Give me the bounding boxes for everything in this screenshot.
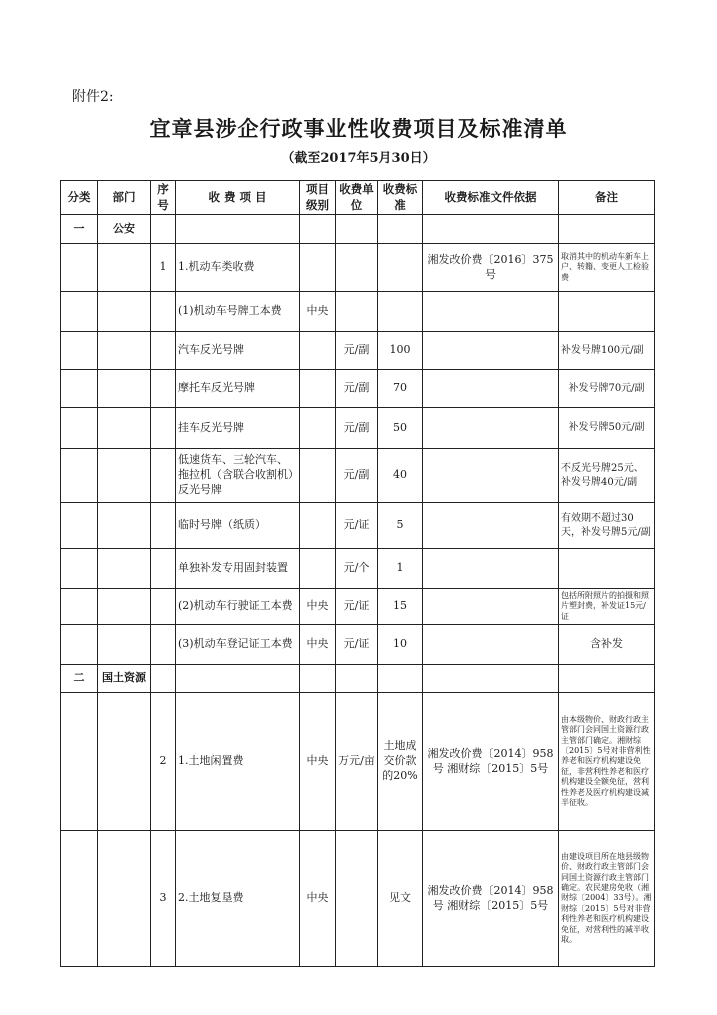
cell-seq — [151, 503, 176, 549]
cell-basis — [423, 449, 559, 503]
cell-basis — [423, 503, 559, 549]
cell-category — [61, 244, 98, 292]
cell-item: 1.土地闲置费 — [176, 693, 300, 831]
cell-standard: 土地成交价款的20% — [378, 693, 423, 831]
table-row — [61, 831, 655, 967]
cell-category — [61, 589, 98, 625]
cell-seq — [151, 292, 176, 332]
cell-unit — [336, 244, 378, 292]
cell-unit: 元/证 — [336, 625, 378, 665]
cell-basis — [423, 408, 559, 449]
cell-unit: 万元/亩 — [336, 693, 378, 831]
cell-seq: 2 — [151, 693, 176, 831]
cell-category — [61, 370, 98, 408]
cell-category — [61, 625, 98, 665]
cell-remark: 由本级物价、财政行政主管部门会同国土资源行政主管部门确定。湘财综〔2015〕5号对非营利性养老和医疗机构建设免征，非营利性养老和医疗机构建设全额免征，营利性养老及医疗机构建设减半征收。 — [559, 693, 655, 831]
cell-standard — [378, 292, 423, 332]
cell-standard: 10 — [378, 625, 423, 665]
cell-item: 摩托车反光号牌 — [176, 370, 300, 408]
cell-level — [300, 549, 336, 589]
cell-seq — [151, 332, 176, 370]
cell-category — [61, 292, 98, 332]
header-seq: 序号 — [151, 181, 176, 215]
cell-unit: 元/副 — [336, 370, 378, 408]
table-row — [61, 503, 655, 549]
cell-department — [98, 449, 151, 503]
cell-item: 2.土地复垦费 — [176, 831, 300, 967]
header-item: 收 费 项 目 — [176, 181, 300, 215]
cell-level — [300, 665, 336, 693]
cell-seq — [151, 549, 176, 589]
cell-department — [98, 625, 151, 665]
cell-level: 中央 — [300, 589, 336, 625]
cell-basis — [423, 589, 559, 625]
cell-remark: 有效期不超过30天，补发号牌5元/副 — [559, 503, 655, 549]
header-category: 分类 — [61, 181, 98, 215]
cell-basis — [423, 332, 559, 370]
table-row — [61, 589, 655, 625]
cell-category: 二 — [61, 665, 98, 693]
table-row — [61, 292, 655, 332]
cell-unit — [336, 215, 378, 244]
cell-basis — [423, 665, 559, 693]
document-title: 宜章县涉企行政事业性收费项目及标准清单 — [149, 116, 568, 141]
cell-unit: 元/证 — [336, 503, 378, 549]
cell-basis — [423, 370, 559, 408]
cell-remark — [559, 549, 655, 589]
cell-unit: 元/副 — [336, 332, 378, 370]
cell-standard: 50 — [378, 408, 423, 449]
cell-category — [61, 503, 98, 549]
cell-unit: 元/副 — [336, 408, 378, 449]
attachment-label: 附件2: — [72, 89, 114, 105]
cell-standard: 15 — [378, 589, 423, 625]
cell-remark: 不反光号牌25元、补发号牌40元/副 — [559, 449, 655, 503]
cell-seq: 3 — [151, 831, 176, 967]
cell-remark: 补发号牌50元/副 — [559, 408, 655, 449]
cell-item: (3)机动车登记证工本费 — [176, 625, 300, 665]
cell-item: 挂车反光号牌 — [176, 408, 300, 449]
cell-remark — [559, 665, 655, 693]
cell-department — [98, 370, 151, 408]
table-row — [61, 370, 655, 408]
cell-level: 中央 — [300, 693, 336, 831]
cell-level: 中央 — [300, 292, 336, 332]
document-subtitle: （截至2017年5月30日） — [281, 151, 436, 166]
cell-category — [61, 332, 98, 370]
cell-remark: 补发号牌100元/副 — [559, 332, 655, 370]
cell-standard — [378, 215, 423, 244]
header-basis: 收费标准文件依据 — [423, 181, 559, 215]
cell-basis — [423, 625, 559, 665]
cell-department: 公安 — [98, 215, 151, 244]
table-row — [61, 244, 655, 292]
cell-unit: 元/个 — [336, 549, 378, 589]
cell-remark: 取消其中的机动车新车上户、转籍、变更人工检验费 — [559, 244, 655, 292]
cell-remark: 含补发 — [559, 625, 655, 665]
cell-unit: 元/副 — [336, 449, 378, 503]
table-row — [61, 408, 655, 449]
cell-level — [300, 503, 336, 549]
cell-department: 国土资源 — [98, 665, 151, 693]
cell-level — [300, 370, 336, 408]
cell-item: 1.机动车类收费 — [176, 244, 300, 292]
cell-basis — [423, 215, 559, 244]
cell-item — [176, 215, 300, 244]
cell-seq — [151, 408, 176, 449]
cell-item: (1)机动车号牌工本费 — [176, 292, 300, 332]
cell-unit — [336, 292, 378, 332]
cell-category — [61, 693, 98, 831]
cell-department — [98, 589, 151, 625]
cell-category — [61, 831, 98, 967]
cell-level: 中央 — [300, 625, 336, 665]
cell-standard: 5 — [378, 503, 423, 549]
cell-remark: 由建设项目所在地县级物价、财政行政主管部门会同国土资源行政主管部门确定。农民建房免收（湘财综〔2004〕33号）。湘财综〔2015〕5号对非营利性养老和医疗机构建设免征，对营利性的减半收取。 — [559, 831, 655, 967]
cell-department — [98, 831, 151, 967]
table-row — [61, 332, 655, 370]
fee-table — [60, 180, 655, 967]
cell-department — [98, 408, 151, 449]
cell-seq — [151, 215, 176, 244]
header-level: 项目级别 — [300, 181, 336, 215]
cell-department — [98, 292, 151, 332]
cell-level — [300, 244, 336, 292]
cell-category: 一 — [61, 215, 98, 244]
cell-unit — [336, 665, 378, 693]
table-row — [61, 449, 655, 503]
cell-seq — [151, 665, 176, 693]
cell-remark: 包括所附照片的拍摄和照片塑封费，补发证15元/证 — [559, 589, 655, 625]
cell-standard: 1 — [378, 549, 423, 589]
cell-level — [300, 332, 336, 370]
table-row — [61, 665, 655, 693]
cell-remark: 补发号牌70元/副 — [559, 370, 655, 408]
header-department: 部门 — [98, 181, 151, 215]
cell-basis — [423, 292, 559, 332]
cell-level — [300, 408, 336, 449]
header-unit: 收费单位 — [336, 181, 378, 215]
table-row — [61, 693, 655, 831]
cell-basis: 湘发改价费〔2016〕375号 — [423, 244, 559, 292]
cell-department — [98, 693, 151, 831]
cell-standard: 见文 — [378, 831, 423, 967]
cell-department — [98, 549, 151, 589]
header-standard: 收费标准 — [378, 181, 423, 215]
cell-standard — [378, 244, 423, 292]
cell-item: (2)机动车行驶证工本费 — [176, 589, 300, 625]
cell-basis: 湘发改价费〔2014〕958号 湘财综〔2015〕5号 — [423, 693, 559, 831]
cell-seq — [151, 589, 176, 625]
cell-basis — [423, 549, 559, 589]
cell-seq: 1 — [151, 244, 176, 292]
cell-item — [176, 665, 300, 693]
table-row — [61, 549, 655, 589]
cell-item: 汽车反光号牌 — [176, 332, 300, 370]
cell-item: 单独补发专用固封装置 — [176, 549, 300, 589]
cell-unit — [336, 831, 378, 967]
cell-seq — [151, 370, 176, 408]
cell-remark — [559, 292, 655, 332]
cell-item: 低速货车、三轮汽车、拖拉机（含联合收割机）反光号牌 — [176, 449, 300, 503]
table-row — [61, 625, 655, 665]
cell-category — [61, 449, 98, 503]
header-remark: 备注 — [559, 181, 655, 215]
cell-standard: 70 — [378, 370, 423, 408]
cell-level — [300, 449, 336, 503]
table-row — [61, 215, 655, 244]
cell-standard: 100 — [378, 332, 423, 370]
cell-standard: 40 — [378, 449, 423, 503]
cell-category — [61, 549, 98, 589]
cell-department — [98, 332, 151, 370]
cell-department — [98, 244, 151, 292]
cell-remark — [559, 215, 655, 244]
cell-department — [98, 503, 151, 549]
cell-level: 中央 — [300, 831, 336, 967]
cell-seq — [151, 625, 176, 665]
table-header-row — [61, 181, 655, 215]
cell-unit: 元/证 — [336, 589, 378, 625]
cell-basis: 湘发改价费〔2014〕958号 湘财综〔2015〕5号 — [423, 831, 559, 967]
cell-item: 临时号牌（纸质） — [176, 503, 300, 549]
cell-level — [300, 215, 336, 244]
cell-seq — [151, 449, 176, 503]
cell-category — [61, 408, 98, 449]
cell-standard — [378, 665, 423, 693]
